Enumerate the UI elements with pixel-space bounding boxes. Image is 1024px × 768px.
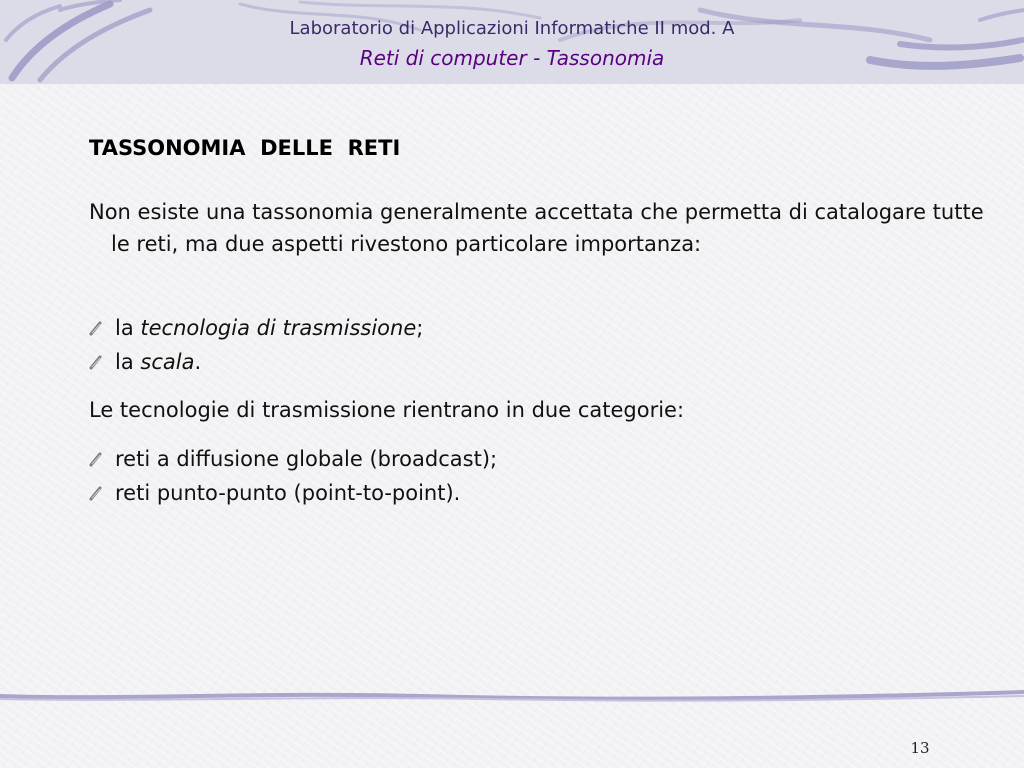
list-item-category-1: [89, 443, 497, 475]
aspect-suffix: .: [194, 350, 202, 374]
aspect-term: tecnologia di trasmissione: [140, 316, 417, 340]
list-item-category-2: [89, 477, 460, 509]
course-title: Laboratorio di Applicazioni Informatiche II mod. A: [289, 18, 735, 39]
categories-intro: Le tecnologie di trasmissione rientrano in due categorie:: [89, 398, 685, 422]
category-text: reti a diffusione globale (broadcast);: [115, 447, 498, 471]
pencil-bullet-icon: [89, 485, 103, 501]
header-banner: [0, 0, 1024, 84]
aspect-suffix: ;: [416, 316, 424, 340]
aspect-prefix: la: [115, 316, 141, 340]
list-item-aspect-1: [89, 312, 423, 344]
list-item-aspect-2: [89, 346, 201, 378]
swoosh-decoration: [0, 0, 1024, 84]
pencil-bullet-icon: [89, 354, 103, 370]
intro-paragraph: Non esiste una tassonomia generalmente accettata che permetta di catalogare tutte le reti, ma due aspetti rivestono particolare importanza:: [89, 200, 984, 256]
aspect-term: scala: [140, 350, 195, 374]
slide-heading: TASSONOMIA DELLE RETI: [89, 136, 401, 160]
page-number: 13: [910, 739, 930, 757]
slide-subtitle: Reti di computer - Tassonomia: [359, 46, 665, 70]
pencil-bullet-icon: [89, 320, 103, 336]
aspect-prefix: la: [115, 350, 141, 374]
category-text: reti punto-punto (point-to-point).: [115, 481, 461, 505]
pencil-bullet-icon: [89, 451, 103, 467]
footer-swoosh-divider: [0, 686, 1024, 708]
